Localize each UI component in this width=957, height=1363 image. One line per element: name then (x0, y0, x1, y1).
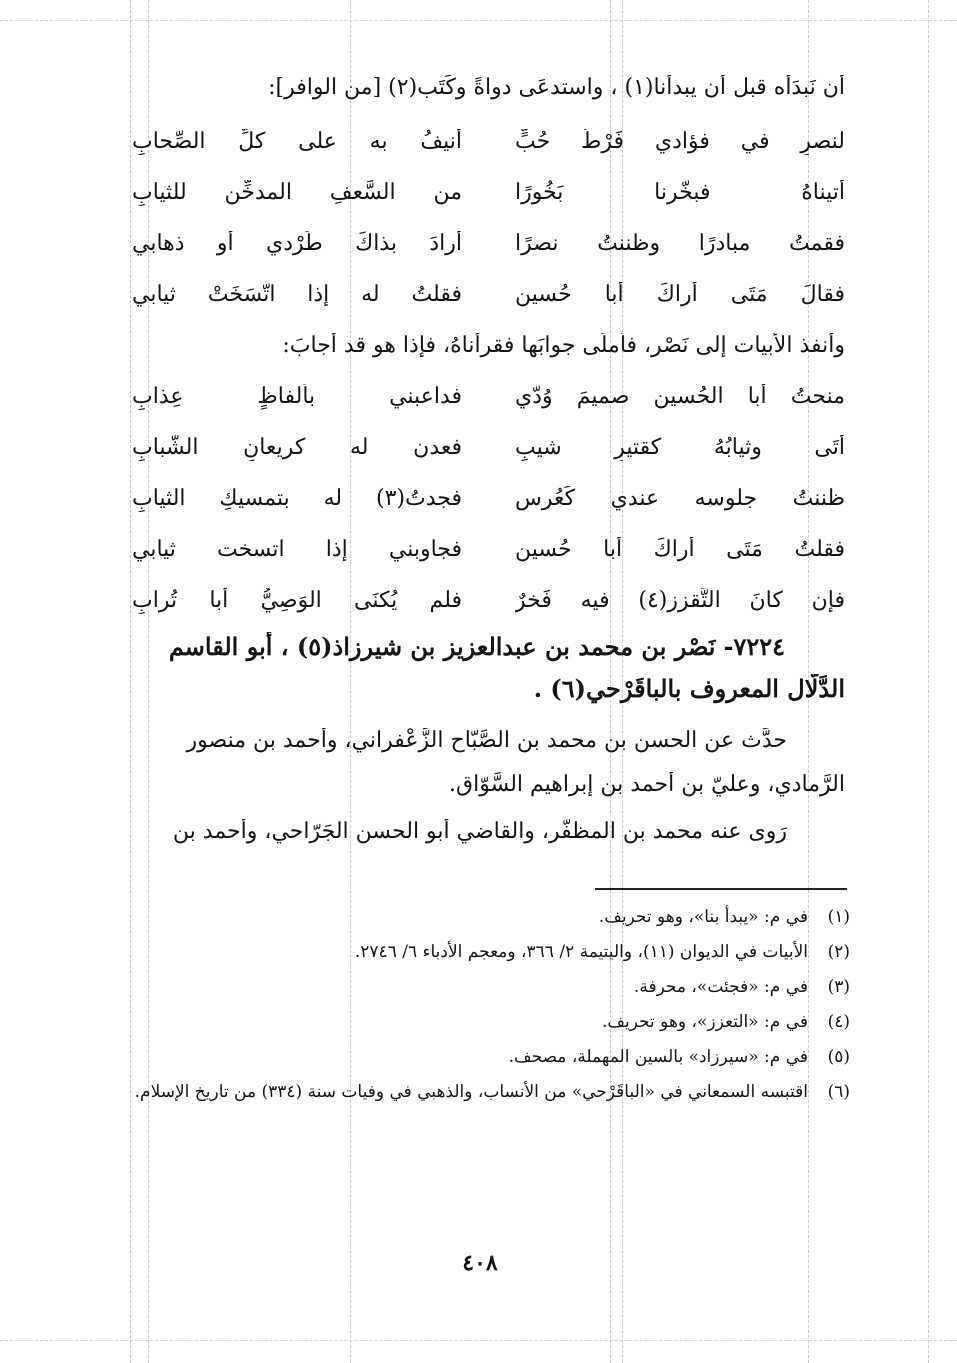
verse (132, 129, 845, 155)
entry-heading-line-2: الدَّلّال المعروف بالباقَرْحي(٦) . (533, 674, 845, 703)
entry-heading-line-1 (132, 632, 845, 662)
scan-guide-line (0, 1340, 957, 1341)
footnote (132, 1046, 850, 1068)
entry-body (132, 728, 845, 845)
footnote-number: (٦) (827, 1082, 850, 1102)
scan-guide-line (0, 20, 957, 21)
verse-first-hemistich: أتَى وثيابُهُ كقتيرِ شيبٍ (515, 435, 845, 460)
verse-second-hemistich: فقلتُ له إذا اتّسَخَتْ ثيابي (132, 282, 462, 307)
footnote-number: (١) (827, 907, 850, 927)
footnote-text: في م: «التعزز»، وهو تحريف. (601, 1012, 808, 1032)
verse-second-hemistich: فجاوبني إذا اتسخت ثيابي (132, 537, 462, 562)
footnotes (132, 906, 850, 1116)
footnote-text: في م: «فجئت»، محرفة. (633, 977, 808, 997)
scan-guide-line (130, 0, 131, 1363)
bridge-line: وأنفذ الأبيات إلى نَصْر، فأملَى جوابَها فقرأناهُ، فإذا هو قد أجابَ: (282, 333, 845, 358)
footnote (132, 976, 850, 998)
verse (132, 435, 845, 461)
footnote-text: في م: «سيرزاد» بالسين المهملة، مصحف. (508, 1047, 808, 1067)
footnote (132, 906, 850, 928)
intro-line: أن نَبدَأه قبل أن يبدأنا(١) ، واستدعَى دواةً وكَتَب(٢) [من الوافر]: (268, 75, 845, 100)
paragraph-line: رَوى عنه محمد بن المظفَّر، والقاضي أبو الحسن الجَرّاحي، وأحمد بن (172, 819, 787, 844)
verse (132, 180, 845, 206)
entry-name: نَصْر بن محمد بن عبدالعزيز بن شيرزاذ(٥) ، أبو القاسم (168, 632, 716, 661)
verse-first-hemistich: فقالَ مَتَى أراكَ أبا حُسينٍ (515, 282, 845, 307)
verse (132, 486, 845, 512)
verse-second-hemistich: فلم يُكنَى الوَصِيُّ أبا تُرابِ (132, 588, 462, 613)
footnote-number: (٢) (827, 942, 850, 962)
verse (132, 588, 845, 614)
entry-heading (132, 632, 845, 704)
verse-second-hemistich: فعدن له كريعانِ الشَّبابِ (132, 435, 462, 460)
page-number: ٤٠٨ (462, 1250, 498, 1276)
verse-first-hemistich: لنصرٍ في فؤادي فَرْطُ حُبٍّ (515, 129, 845, 154)
paragraph-line: الرَّمادي، وعليّ بن أحمد بن إبراهيم السَّوّاق. (449, 772, 845, 797)
footnote-number: (٣) (827, 977, 850, 997)
verse-first-hemistich: ظننتُ جلوسه عندي كَعُرسٍ (515, 486, 845, 511)
footnote-number: (٤) (827, 1012, 850, 1032)
footnote-text: اقتبسه السمعاني في «الباقَرْحي» من الأنساب، والذهبي في وفيات سنة (٣٣٤) من تاريخ الإسلام. (134, 1082, 808, 1102)
paragraph-line: حدَّث عن الحسن بن محمد بن الصَّبّاح الزَّعْفراني، وأحمد بن منصور (186, 728, 787, 753)
verse-second-hemistich: فداعبني بألفاظٍ عِذابِ (132, 384, 462, 409)
poem-second (132, 384, 845, 614)
verse-second-hemistich: أُنيفُ به على كلِّ الصِّحابِ (132, 129, 462, 154)
verse-first-hemistich: فقلتُ مَتَى أراكَ أبا حُسينٍ (515, 537, 845, 562)
verse (132, 384, 845, 410)
footnote-number: (٥) (827, 1047, 850, 1067)
verse-first-hemistich: فقمتُ مبادرًا وظننتُ نصرًا (515, 231, 845, 256)
footnote (132, 1081, 850, 1103)
footnote (132, 941, 850, 963)
verse (132, 231, 845, 257)
verse-second-hemistich: من السَّعفِ المدخِّن للثيابِ (132, 180, 462, 205)
scan-guide-line (928, 0, 929, 1363)
verse-first-hemistich: فإن كانَ التَّقزز(٤) فيه فَخرٌ (515, 588, 845, 613)
footnote-separator (595, 888, 847, 890)
verse-second-hemistich: أرادَ بذاكَ طَرْدي أو ذهابي (132, 231, 462, 256)
verse (132, 282, 845, 308)
footnote (132, 1011, 850, 1033)
verse-first-hemistich: أتيناهُ فبخَّرنا بَخُورًا (515, 180, 845, 205)
main-text (132, 75, 845, 845)
verse-second-hemistich: فجدتُ(٣) له بتمسيكِ الثيابِ (132, 486, 462, 511)
verse-first-hemistich: منحتُ أبا الحُسين صميمَ وُدّي (515, 384, 845, 409)
poem-first (132, 129, 845, 308)
verse (132, 537, 845, 563)
footnote-text: في م: «يبدأ بنا»، وهو تحريف. (598, 907, 808, 927)
footnote-text: الأبيات في الديوان (١١)، واليتيمة ٢/ ٣٦٦، ومعجم الأدباء ٦/ ٢٧٤٦. (354, 942, 808, 962)
entry-number: ٧٢٢٤- (723, 632, 785, 661)
